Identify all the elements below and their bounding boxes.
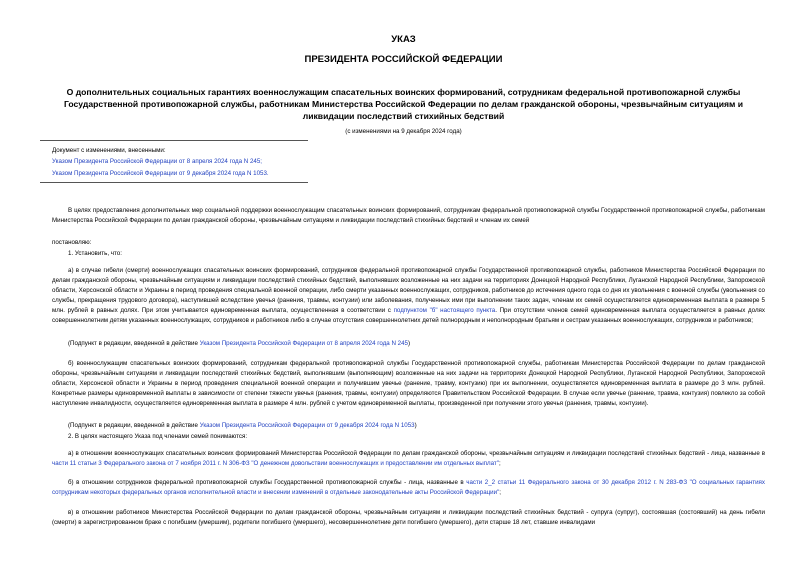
note-prefix: (Подпункт в редакции, введенной в действие	[68, 422, 200, 429]
note-suffix: )	[407, 340, 411, 347]
law-306fz-link[interactable]: части 11 статьи 3 Федерального закона от 7 ноября 2011 г. N 306-ФЗ "О денежном довольствии военнослужащих и предоставлении им отдельных выплат"	[52, 460, 499, 468]
amendment-link-1053[interactable]: Указом Президента Российской Федерации от 9 декабря 2024 года N 1053.	[52, 169, 269, 177]
clause-1b-note	[52, 421, 765, 431]
law-283fz-link[interactable]: части 2_2 статьи 11 Федерального закона от 30 декабря 2012 г. N 283-ФЗ "О социальных гарантиях сотрудникам некоторых федеральных органов исполнительной власти и внесении изменений в отдельные законодательные акты Российской Федерации"	[52, 479, 766, 497]
preamble-paragraph: В целях предоставления дополнительных мер социальной поддержки военнослужащим спасательных воинских формирований, сотрудникам федеральной противопожарной службы Государственной противопожарной службы, работникам Министерства Российской Федерации по делам гражданской обороны, чрезвычайным ситуациям и ликвидации последствий стихийных бедствий и членам их семей	[52, 207, 765, 225]
document-title: О дополнительных социальных гарантиях военнослужащим спасательных воинских формирований, сотрудникам федеральной противопожарной службы Государственной противопожарной службы, работникам Министерства Российской Федерации по делам гражданской обороны, чрезвычайным ситуациям и ликвидации последствий стихийных бедствий	[63, 87, 744, 121]
note-prefix: (Подпункт в редакции, введенной в действие	[68, 340, 200, 347]
issuer-heading: ПРЕЗИДЕНТА РОССИЙСКОЙ ФЕДЕРАЦИИ	[304, 54, 503, 65]
revision-note: (с изменениями на 9 декабря 2024 года)	[345, 128, 462, 135]
clause-1a-text-end: . При отсутствии членов семей единовременная выплата осуществляется в равных долях совершеннолетним детям указанных военнослужащих, сотрудников и работников либо в случае отсутствия совершеннолетних детей полнородным и неполнородным братьям и сестрам указанных военнослужащих, сотрудников и работников;	[52, 307, 765, 325]
divider-bottom	[40, 182, 308, 183]
note-suffix: )	[414, 422, 417, 429]
clause-2: 2. В целях настоящего Указа под членами семей понимаются:	[68, 433, 248, 440]
decree-word: постановляю:	[52, 239, 92, 246]
decree-heading: УКАЗ	[391, 34, 416, 45]
clause-2a-end: ;	[498, 460, 501, 468]
clause-2a	[52, 449, 765, 469]
clause-2a-text: а) в отношении военнослужащих спасательных воинских формирований Министерства Российской Федерации по делам гражданской обороны, чрезвычайным ситуациям и ликвидации последствий стихийных бедствий - лица, названные в	[68, 450, 765, 457]
amendments-block	[52, 145, 269, 179]
clause-1a-text: а) в случае гибели (смерти) военнослужащих спасательных воинских формирований, сотрудников федеральной противопожарной службы Государственной противопожарной службы, работников Министерства Российской Федерации по делам гражданской обороны, чрезвычайным ситуациям и ликвидации последствий стихийных бедствий, выполнявших возложенные на них задачи на территориях Донецкой Народной Республики, Луганской Народной Республики, Запорожской области, Херсонской области и Украины в период проведения специальной военной операции, либо смерти указанных военнослужащих, сотрудников, работников до истечения одного года со дня их увольнения с военной службы (увольнения со службы, прекращения трудового договора), наступившей вследствие увечья (ранения, травмы, контузии) или заболевания, полученных ими при выполнении таких задач, членам их семей осуществляется единовременная выплата в размере 5 млн. рублей в равных долях. При этом учитывается единовременная выплата, осуществленная в соответствии с	[52, 267, 765, 315]
amendments-intro: Документ с изменениями, внесенными:	[52, 147, 166, 154]
clause-1: 1. Установить, что:	[68, 250, 122, 257]
clause-1b: б) военнослужащим спасательных воинских формирований, сотрудникам федеральной противопожарной службы Государственной противопожарной службы, работникам Министерства Российской Федерации по делам гражданской обороны, чрезвычайным ситуациям и ликвидации последствий стихийных бедствий, выполнявшим (выполняющим) возложенные на них задачи на территориях Донецкой Народной Республики, Луганской Народной Республики, Запорожской области, Херсонской области и Украины в период проведения специальной военной операции и получившим увечье (ранение, травму, контузию) при их выполнении, осуществляется единовременная выплата в размере до 3 млн. рублей. Конкретные размеры единовременной выплаты в зависимости от степени тяжести увечья (ранения, травмы, контузии) определяются Правительством Российской Федерации. В случае если увечье (ранение, травма, контузия) повлекло за собой наступление инвалидности, осуществляется единовременная выплата в размере 4 млн. рублей с учетом единовременной выплаты, произведенной при получении этого увечья (ранения, травмы, контузии).	[52, 360, 765, 408]
decree-245-link[interactable]: Указом Президента Российской Федерации от 8 апреля 2024 года N 245	[199, 340, 408, 347]
divider-top	[40, 140, 308, 141]
clause-2b-end: ;	[499, 489, 502, 497]
subclause-b-link[interactable]: подпунктом "б" настоящего пункта	[393, 307, 496, 315]
clause-2c: в) в отношении работников Министерства Российской Федерации по делам гражданской обороны, чрезвычайным ситуациям и ликвидации последствий стихийных бедствий - супруга (супруг), состоявшая (состоявший) на день гибели (смерти) в зарегистрированном браке с погибшим (умершим), родители погибшего (умершего), несовершеннолетние дети погибшего (умершего), дети старше 18 лет, ставшие инвалидами	[52, 509, 765, 527]
clause-1a	[52, 266, 765, 327]
decree-1053-link[interactable]: Указом Президента Российской Федерации от 9 декабря 2024 года N 1053	[199, 422, 415, 429]
clause-2b-text: б) в отношении сотрудников федеральной противопожарной службы Государственной противопожарной службы - лица, названные в	[68, 479, 467, 486]
clause-2b	[52, 478, 765, 498]
clause-1a-note	[52, 339, 765, 349]
amendment-link-245[interactable]: Указом Президента Российской Федерации от 8 апреля 2024 года N 245;	[52, 158, 263, 166]
